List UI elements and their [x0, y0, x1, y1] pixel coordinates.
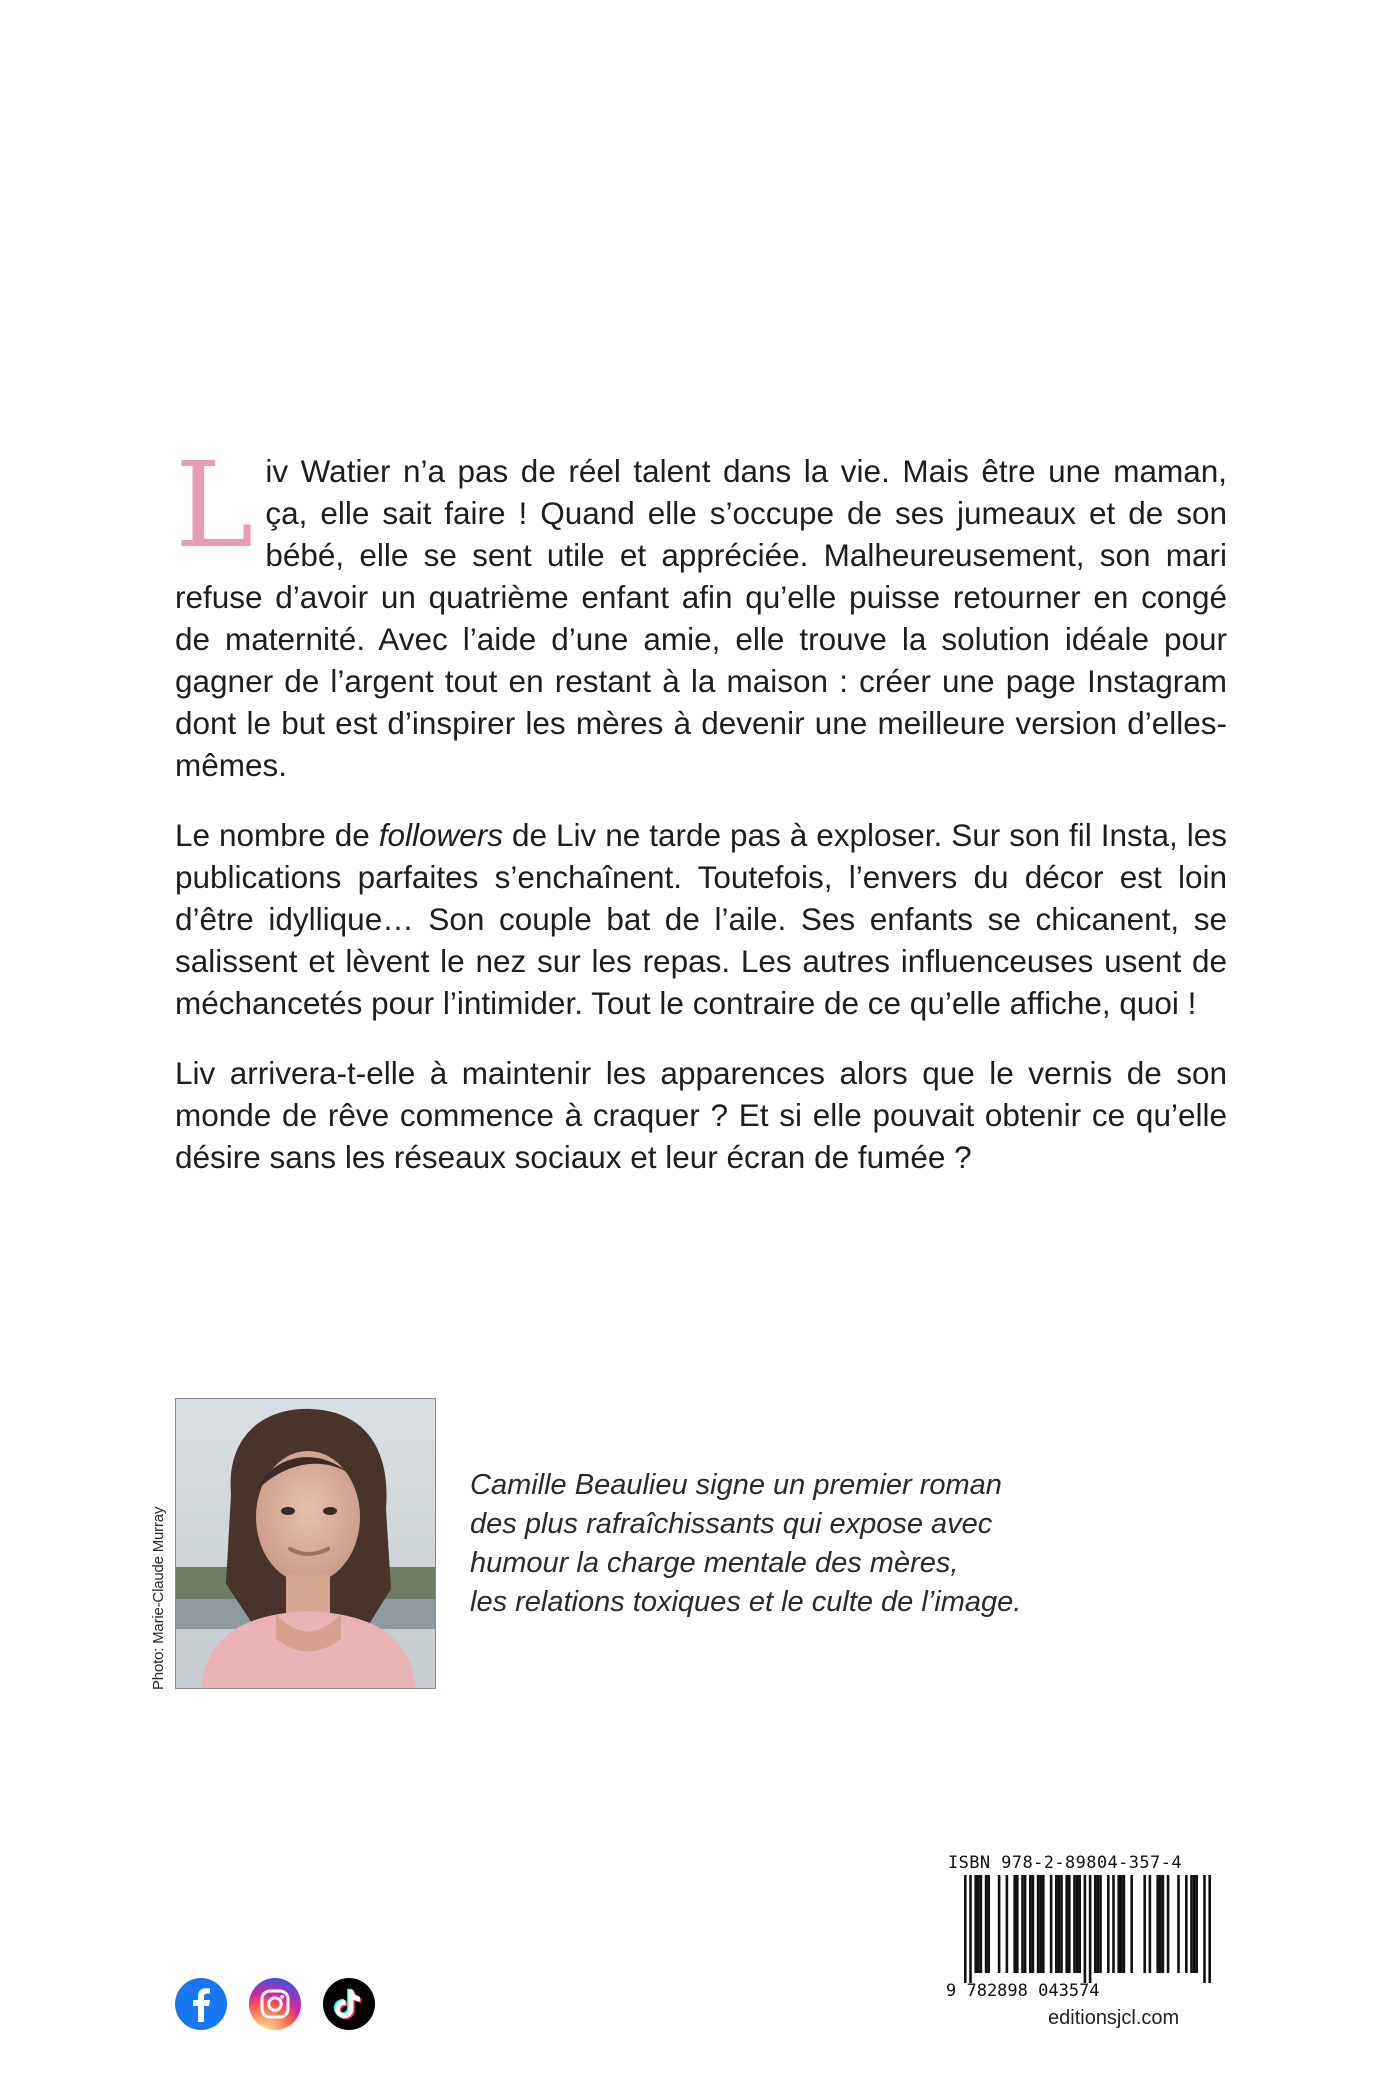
barcode-bar [1058, 1875, 1061, 1973]
blurb-paragraph-1 [175, 436, 1227, 786]
barcode-bar [1029, 1875, 1032, 1973]
facebook-icon[interactable] [175, 1978, 227, 2030]
barcode-bar [998, 1875, 1001, 1973]
barcode-bar [1123, 1875, 1126, 1973]
barcode-bar [1143, 1875, 1146, 1973]
barcode-bar [974, 1875, 977, 1973]
tiktok-icon[interactable] [323, 1978, 375, 2030]
back-cover-blurb [175, 436, 1227, 1206]
barcode-bar [1195, 1875, 1198, 1973]
barcode-bar [1159, 1875, 1162, 1973]
barcode-bar [1130, 1875, 1133, 1973]
author-note-line: des plus rafraîchissants qui expose avec [470, 1508, 993, 1540]
instagram-icon[interactable] [249, 1978, 301, 2030]
barcode-bar [1162, 1875, 1165, 1973]
blurb-paragraph-1-text: iv Watier n’a pas de réel talent dans la vie. Mais être une maman, ça, elle sait faire ! Quand elle s’occupe de ses jumeaux et de son bébé, elle se sent utile et appréciée. Malheureusement, son mari refuse d’avoir un quatrième enfant afin qu’elle puisse retourner en congé de maternité. Avec l’aide d’une amie, elle trouve la solution idéale pour gagner de l’argent tout en restant à la maison : créer une page Instagram dont le but est d’inspirer les mères à devenir une meilleure version d’elles-mêmes. [175, 453, 1227, 783]
author-note-line: humour la charge mentale des mères, [470, 1547, 959, 1579]
barcode-bar [1060, 1875, 1063, 1973]
barcode-bar [980, 1875, 983, 1973]
barcode-bar [1120, 1875, 1123, 1973]
author-note-line: les relations toxiques et le culte de l’image. [470, 1586, 1022, 1618]
barcode-bar [1076, 1875, 1079, 1973]
blurb-paragraph-3: Liv arrivera-t-elle à maintenir les apparences alors que le vernis de son monde de rêve commence à craquer ? Et si elle pouvait obtenir ce qu’elle désire sans les réseaux sociaux et leur écran de fumée ? [175, 1055, 1227, 1175]
barcode-bar [1068, 1875, 1071, 1973]
barcode-bar [1117, 1875, 1120, 1973]
barcode-bar [1032, 1875, 1035, 1973]
isbn-digits: 9 782898 043574 [946, 1981, 1100, 2001]
barcode-bar [1084, 1875, 1087, 1983]
barcode-bar [1112, 1875, 1115, 1973]
barcode-bar [1167, 1875, 1170, 1973]
barcode-bar [1078, 1875, 1081, 1973]
drop-cap: L [175, 436, 254, 574]
barcode-bar [1099, 1875, 1102, 1973]
barcode-bar [1024, 1875, 1027, 1973]
blurb-paragraph-2 [175, 814, 1227, 1024]
blurb-paragraph-2-end: de Liv ne tarde pas à exploser. Sur son fil Insta, les publications parfaites s’enchaînent. Toutefois, l’envers du décor est loin d’être idyllique… Son couple bat de l’aile. Ses enfants se chicanent, se salissent et lèvent le nez sur les repas. Les autres influenceuses usent de méchancetés pour l’intimider. Tout le contraire de ce qu’elle affiche, quoi ! [175, 817, 1227, 1021]
barcode-bar [1042, 1875, 1045, 1973]
barcode-bar [1013, 1875, 1016, 1973]
author-note-line: Camille Beaulieu signe un premier roman [470, 1469, 1002, 1501]
publisher-website[interactable]: editionsjcl.com [1048, 2007, 1180, 2029]
barcode-bar [987, 1875, 990, 1973]
barcode-bar [1021, 1875, 1024, 1973]
barcode-bar [1107, 1875, 1110, 1973]
barcode-bar [1149, 1875, 1152, 1973]
barcode-bar [1016, 1875, 1019, 1973]
barcode-bar [1073, 1875, 1076, 1973]
barcode-bar [1006, 1875, 1009, 1973]
barcode-bar [1208, 1875, 1211, 1983]
barcode-bar [1177, 1875, 1180, 1973]
author-photo [175, 1398, 436, 1689]
barcode-bar [1039, 1875, 1042, 1973]
barcode [946, 1875, 1224, 1983]
barcode-bar [985, 1875, 988, 1973]
barcode-bar [1094, 1875, 1097, 1973]
photo-credit: Photo: Marie-Claude Murray [150, 1506, 167, 1690]
author-note [470, 1466, 1110, 1622]
barcode-bar [1065, 1875, 1068, 1973]
barcode-bar [1190, 1875, 1193, 1973]
barcode-bar [1193, 1875, 1196, 1973]
barcode-bar [969, 1875, 972, 1983]
barcode-bar [1050, 1875, 1053, 1973]
barcode-bar [1097, 1875, 1100, 1973]
barcode-bar [1156, 1875, 1159, 1973]
social-icons [175, 1978, 375, 2030]
barcode-bar [1037, 1875, 1040, 1973]
barcode-bar [977, 1875, 980, 1973]
blurb-italic-followers: followers [378, 817, 504, 853]
barcode-bar [1089, 1875, 1092, 1983]
isbn-barcode-block [946, 1853, 1224, 2001]
barcode-bar [964, 1875, 967, 1983]
barcode-bar [1055, 1875, 1058, 1973]
barcode-bar [1185, 1875, 1188, 1973]
blurb-paragraph-2-start: Le nombre de [175, 817, 379, 853]
barcode-bar [1203, 1875, 1206, 1983]
isbn-label: ISBN 978-2-89804-357-4 [948, 1853, 1182, 1873]
